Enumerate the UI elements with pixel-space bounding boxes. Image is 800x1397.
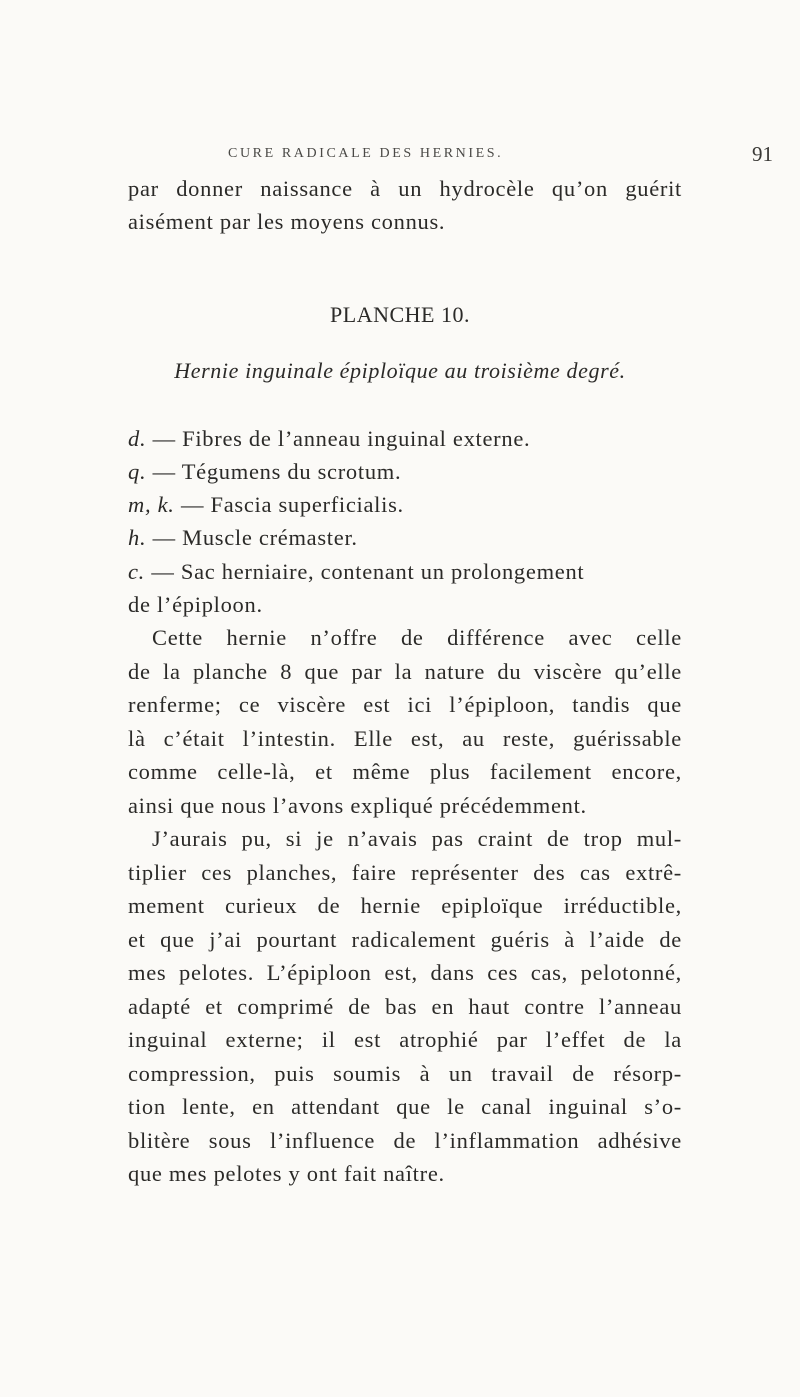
legend-entry (128, 422, 682, 456)
text-line: tion lente, en attendant que le canal inguinal s’o- (128, 1094, 682, 1119)
text-line: J’aurais pu, si je n’avais pas craint de trop mul- (152, 826, 682, 851)
text-line: mement curieux de hernie epiploïque irréductible, (128, 893, 682, 918)
legend-text: — Sac herniaire, contenant un prolongement (145, 559, 585, 584)
text-line: par donner naissance à un hydrocèle qu’on guérit (128, 176, 682, 201)
text-line: de la planche 8 que par la nature du viscère qu’elle (128, 659, 682, 684)
text-line: là c’était l’intestin. Elle est, au reste, guérissable (128, 726, 682, 751)
text-line: Cette hernie n’offre de différence avec celle (152, 625, 682, 650)
text-line: mes pelotes. L’épiploon est, dans ces cas, pelotonné, (128, 960, 682, 985)
text-line: que mes pelotes y ont fait naître. (128, 1161, 445, 1186)
page-number: 91 (752, 142, 773, 166)
text-line: aisément par les moyens connus. (128, 209, 446, 234)
plate-caption: Hernie inguinale épiploïque au troisième degré. (174, 358, 626, 383)
legend-entry (128, 555, 682, 589)
legend-text: — Fascia superficialis. (174, 492, 404, 517)
text-line: ainsi que nous l’avons expliqué précédemment. (128, 793, 587, 818)
legend-letter: h. (128, 525, 147, 550)
legend-continuation: de l’épiploon. (128, 592, 263, 617)
running-head (0, 142, 800, 170)
text-line: compression, puis soumis à un travail de résorp- (128, 1061, 682, 1086)
legend-text: — Tégumens du scrotum. (146, 459, 402, 484)
legend-text: — Muscle crémaster. (146, 525, 358, 550)
legend-entry (128, 488, 682, 522)
text-line: inguinal externe; il est atrophié par l’effet de la (128, 1027, 682, 1052)
text-line: blitère sous l’influence de l’inflammation adhésive (128, 1128, 682, 1153)
plate-title: PLANCHE 10. (330, 302, 470, 327)
legend-letter: m, k. (128, 492, 175, 517)
legend-text: — Fibres de l’anneau inguinal externe. (146, 426, 531, 451)
legend-letter: q. (128, 459, 147, 484)
legend-entry (128, 521, 682, 555)
text-line: et que j’ai pourtant radicalement guéris à l’aide de (128, 927, 682, 952)
text-line: comme celle-là, et même plus facilement encore, (128, 759, 682, 784)
text-line: adapté et comprimé de bas en haut contre l’anneau (128, 994, 682, 1019)
legend-entry (128, 455, 682, 489)
legend-letter: d. (128, 426, 147, 451)
text-line: renferme; ce viscère est ici l’épiploon, tandis que (128, 692, 682, 717)
text-line: tiplier ces planches, faire représenter des cas extrê- (128, 860, 682, 885)
running-title: CURE RADICALE DES HERNIES. (228, 146, 504, 161)
legend-letter: c. (128, 559, 146, 584)
